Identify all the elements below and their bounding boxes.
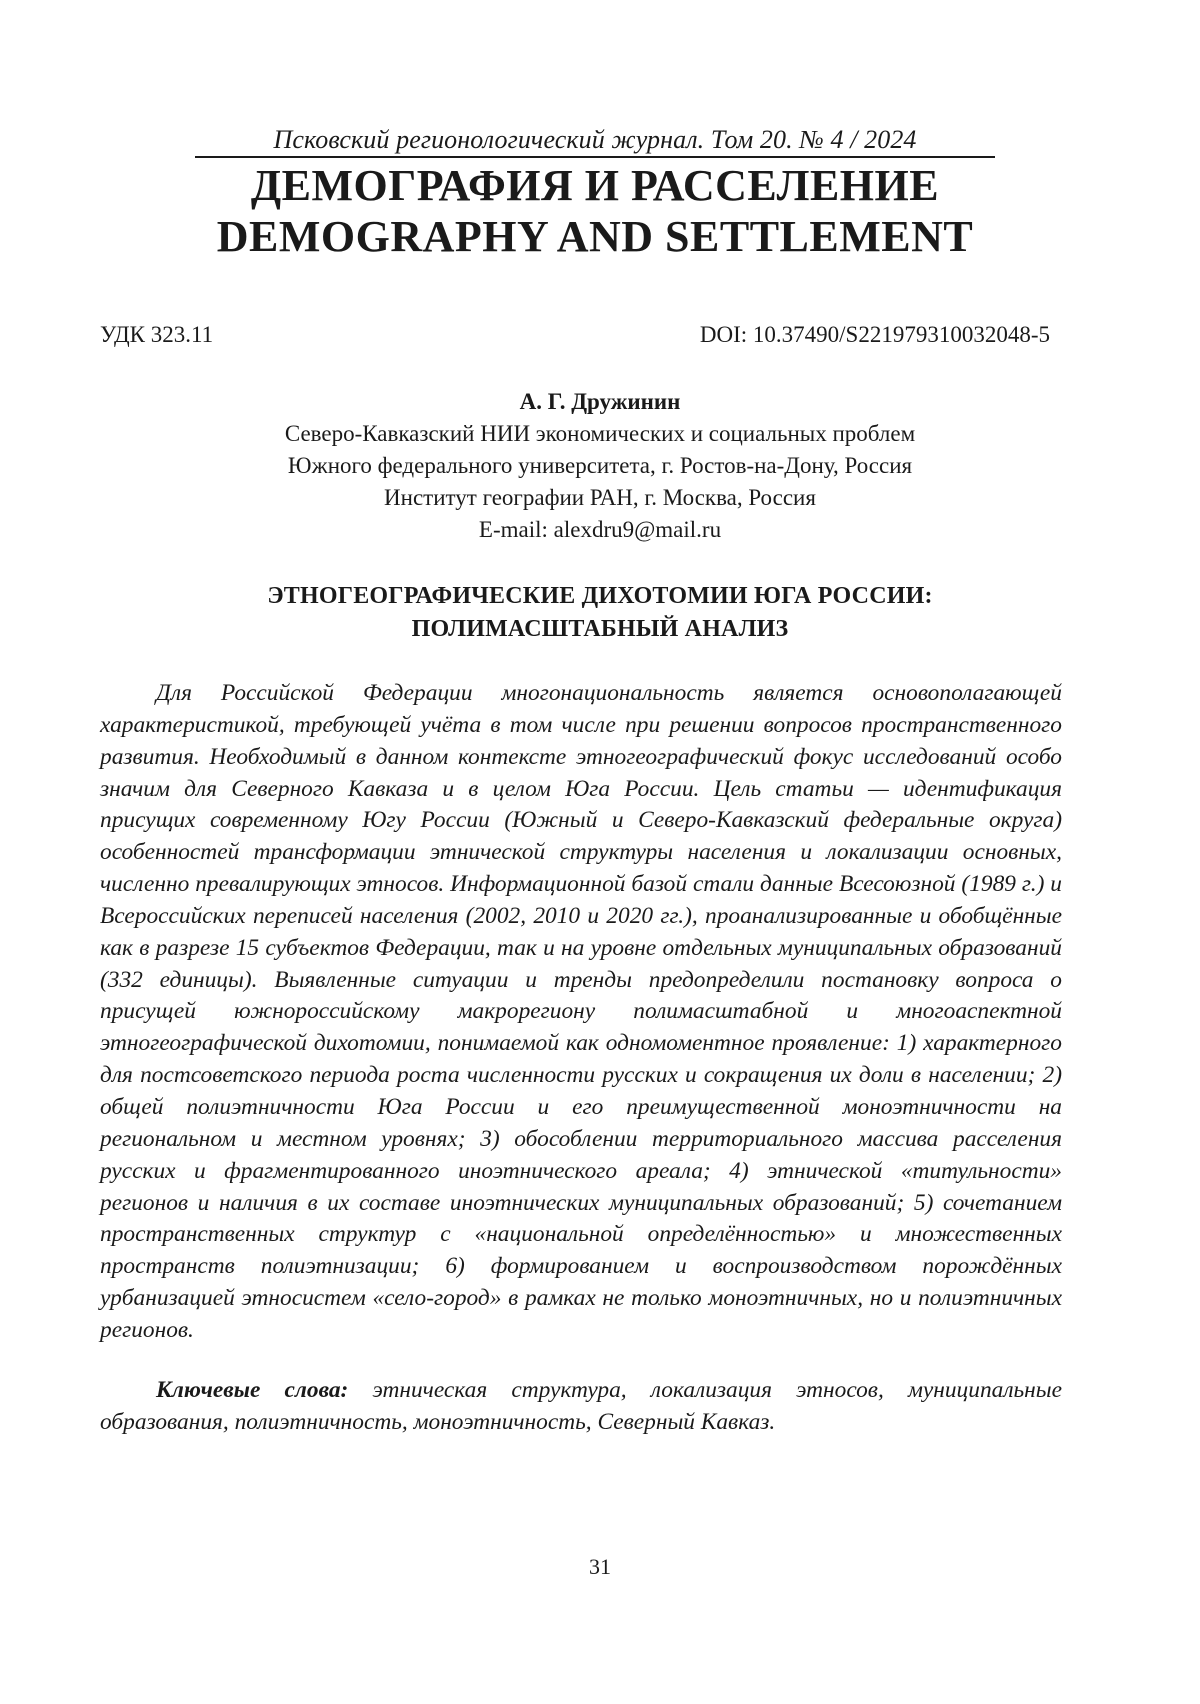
- page-number: 31: [589, 1554, 611, 1579]
- udk-code: УДК 323.11: [100, 322, 214, 347]
- author-email: E-mail: alexdru9@mail.ru: [478, 517, 722, 542]
- running-head: Псковский регионологический журнал. Том 20. № 4 / 2024: [273, 125, 917, 154]
- author-name: А. Г. Дружинин: [519, 389, 681, 414]
- article-title-line-2: ПОЛИМАСШТАБНЫЙ АНАЛИЗ: [411, 616, 789, 642]
- section-title-en: DEMOGRAPHY AND SETTLEMENT: [216, 212, 974, 261]
- affiliation-line-2: Южного федерального университета, г. Ростов-на-Дону, Россия: [287, 453, 913, 478]
- article-title: [100, 580, 1100, 646]
- affiliation-line-1: Северо-Кавказский НИИ экономических и социальных проблем: [284, 421, 916, 446]
- doi: DOI: 10.37490/S221979310032048-5: [699, 322, 1050, 347]
- header-rule: [195, 156, 995, 158]
- keywords-text: этническая структура, локализация этносов, муниципальные образования, полиэтничность, моноэтничность, Северный Кавказ.: [100, 1377, 1062, 1435]
- article-title-line-1: ЭТНОГЕОГРАФИЧЕСКИЕ ДИХОТОМИИ ЮГА РОССИИ:: [267, 583, 933, 609]
- keywords-paragraph: [100, 1375, 1062, 1439]
- section-title-ru: ДЕМОГРАФИЯ И РАССЕЛЕНИЕ: [250, 161, 940, 210]
- affiliation-line-3: Институт географии РАН, г. Москва, Россия: [384, 485, 816, 510]
- abstract-paragraph: Для Российской Федерации многонациональность является основополагающей характеристикой, требующей учёта в том числе при решении вопросов пространственного развития. Необходимый в данном контексте этногеографический фокус исследований особо значим для Северного Кавказа и в целом Юга России. Цель статьи — идентификация присущих современному Югу России (Южный и Северо-Кавказский федеральные округа) особенностей трансформации этнической структуры населения и локализации основных, численно превалирующих этносов. Информационной базой стали данные Всесоюзной (1989 г.) и Всероссийских переписей населения (2002, 2010 и 2020 гг.), проанализированные и обобщённые как в разрезе 15 субъектов Федерации, так и на уровне отдельных муниципальных образований (332 единицы). Выявленные ситуации и тренды предопределили постановку вопроса о присущей южнороссийскому макрорегиону полимасштабной и многоаспектной этногеографической дихотомии, понимаемой как одномоментное проявление: 1) характерного для постсоветского периода роста численности русских и сокращения их доли в населении; 2) общей полиэтничности Юга России и его преимущественной моноэтничности на региональном и местном уровнях; 3) обособлении территориального массива расселения русских и фрагментированного иноэтнического ареала; 4) этнической «титульности» регионов и наличия в их составе иноэтнических муниципальных образований; 5) сочетанием пространственных структур с «национальной определённостью» и множественных пространств полиэтнизации; 6) формированием и воспроизводством порождённых урбанизацией этносистем «село-город» в рамках не только моноэтничных, но и полиэтничных регионов.: [100, 680, 1062, 1343]
- author-block: [100, 386, 1100, 546]
- keywords-label: Ключевые слова:: [156, 1377, 349, 1403]
